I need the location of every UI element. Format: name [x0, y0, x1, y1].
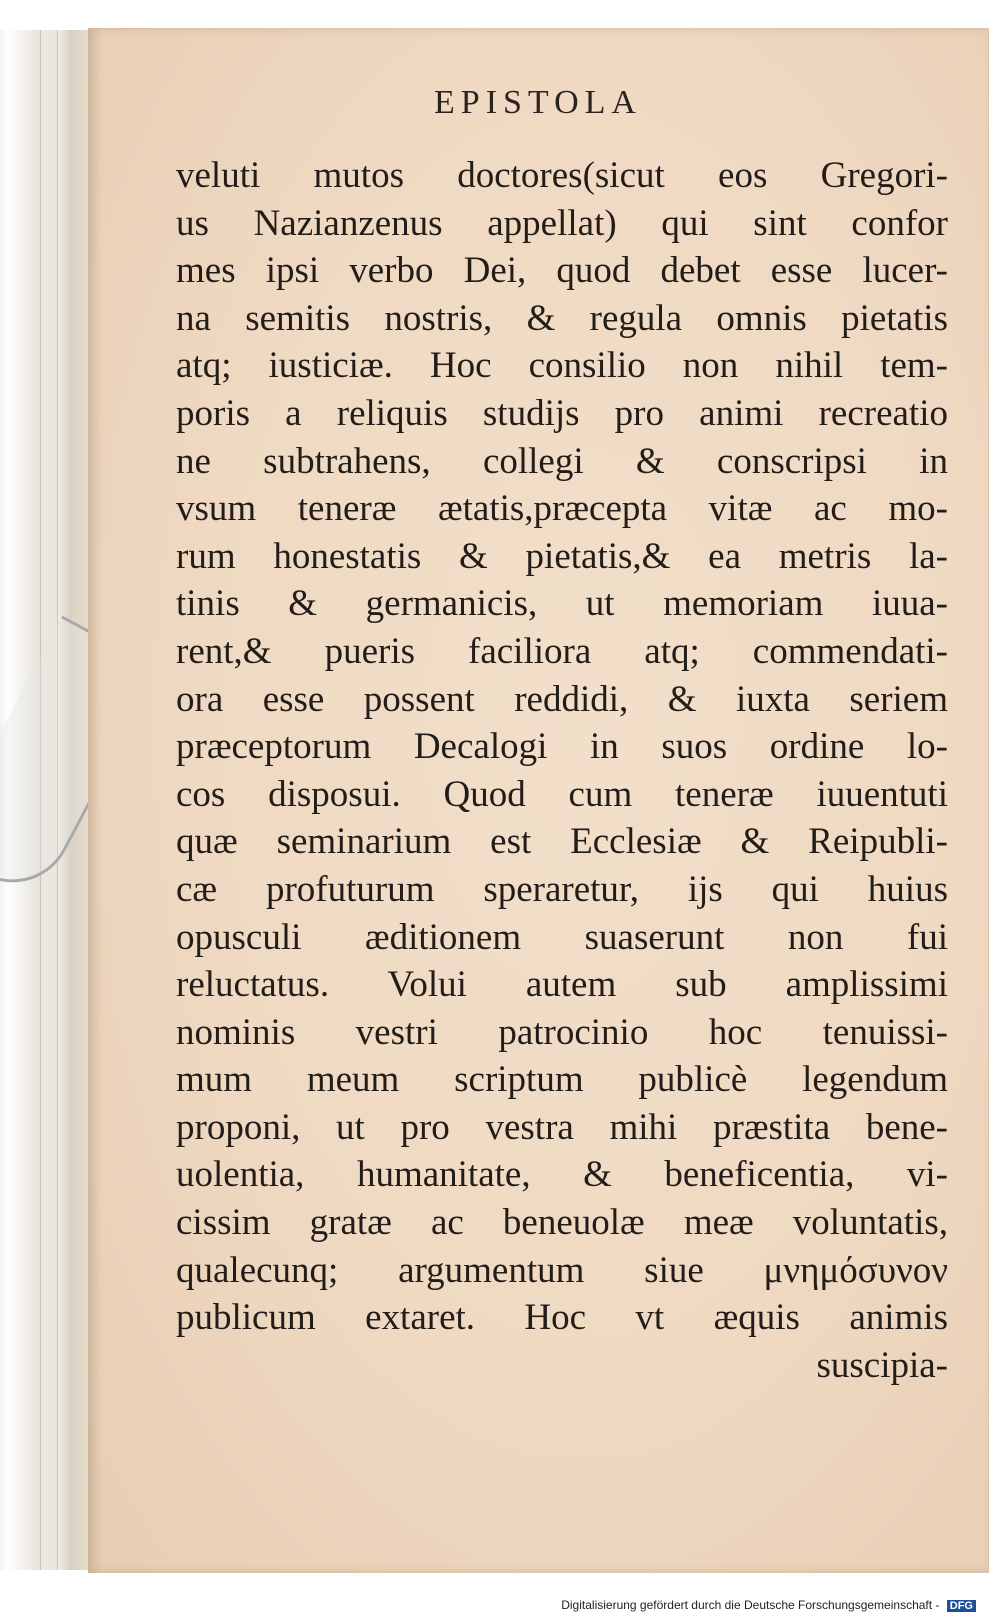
text-line: ne subtrahens, collegi & conscripsi in [176, 440, 948, 482]
text-line: rum honestatis & pietatis,& ea metris la- [176, 535, 948, 577]
catchword: suscipia- [816, 1344, 948, 1386]
text-line: mes ipsi verbo Dei, quod debet esse lucer- [176, 250, 948, 292]
dfg-logo: DFG [947, 1600, 976, 1612]
text-line: poris a reliquis studijs pro animi recreatio [176, 392, 948, 434]
text-line: qualecunq; argumentum siue μνημόσυνον [176, 1249, 948, 1291]
text-line: reluctatus. Volui autem sub amplissimi [176, 964, 948, 1006]
text-line: veluti mutos doctores(sicut eos Gregori- [176, 155, 948, 196]
text-line: quæ seminarium est Ecclesiæ & Reipubli- [176, 821, 948, 863]
text-line: tinis & germanicis, ut memoriam iuua- [176, 583, 948, 625]
text-line: ora esse possent reddidi, & iuxta seriem [176, 678, 948, 720]
body-text [176, 152, 948, 1389]
text-line: nominis vestri patrocinio hoc tenuissi- [176, 1011, 948, 1053]
text-line: us Nazianzenus appellat) qui sint confor [176, 202, 948, 244]
text-line: cæ profuturum speraretur, ijs qui huius [176, 868, 948, 910]
text-line: uolentia, humanitate, & beneficentia, vi- [176, 1154, 948, 1196]
text-line: atq; iusticiæ. Hoc consilio non nihil tem- [176, 345, 948, 387]
credit-text: Digitalisierung gefördert durch die Deutsche Forschungsgemeinschaft - [561, 1598, 940, 1612]
text-line: proponi, ut pro vestra mihi præstita bene- [176, 1106, 948, 1148]
text-line: rent,& pueris faciliora atq; commendati- [176, 630, 948, 672]
text-line: publicum extaret. Hoc vt æquis animis [176, 1297, 948, 1339]
text-line: cos disposui. Quod cum teneræ iuuentuti [176, 773, 948, 815]
text-line: vsum teneræ ætatis,præcepta vitæ ac mo- [176, 488, 948, 530]
book-page [88, 28, 989, 1573]
text-line: cissim gratæ ac beneuolæ meæ voluntatis, [176, 1202, 948, 1244]
text-line: opusculi æditionem suaserunt non fui [176, 916, 948, 958]
text-line: na semitis nostris, & regula omnis pietatis [176, 297, 948, 339]
text-line: mum meum scriptum publicè legendum [176, 1059, 948, 1101]
text-line: præceptorum Decalogi in suos ordine lo- [176, 726, 948, 768]
digitization-credit [561, 1598, 976, 1612]
running-head: EPISTOLA [434, 84, 642, 121]
